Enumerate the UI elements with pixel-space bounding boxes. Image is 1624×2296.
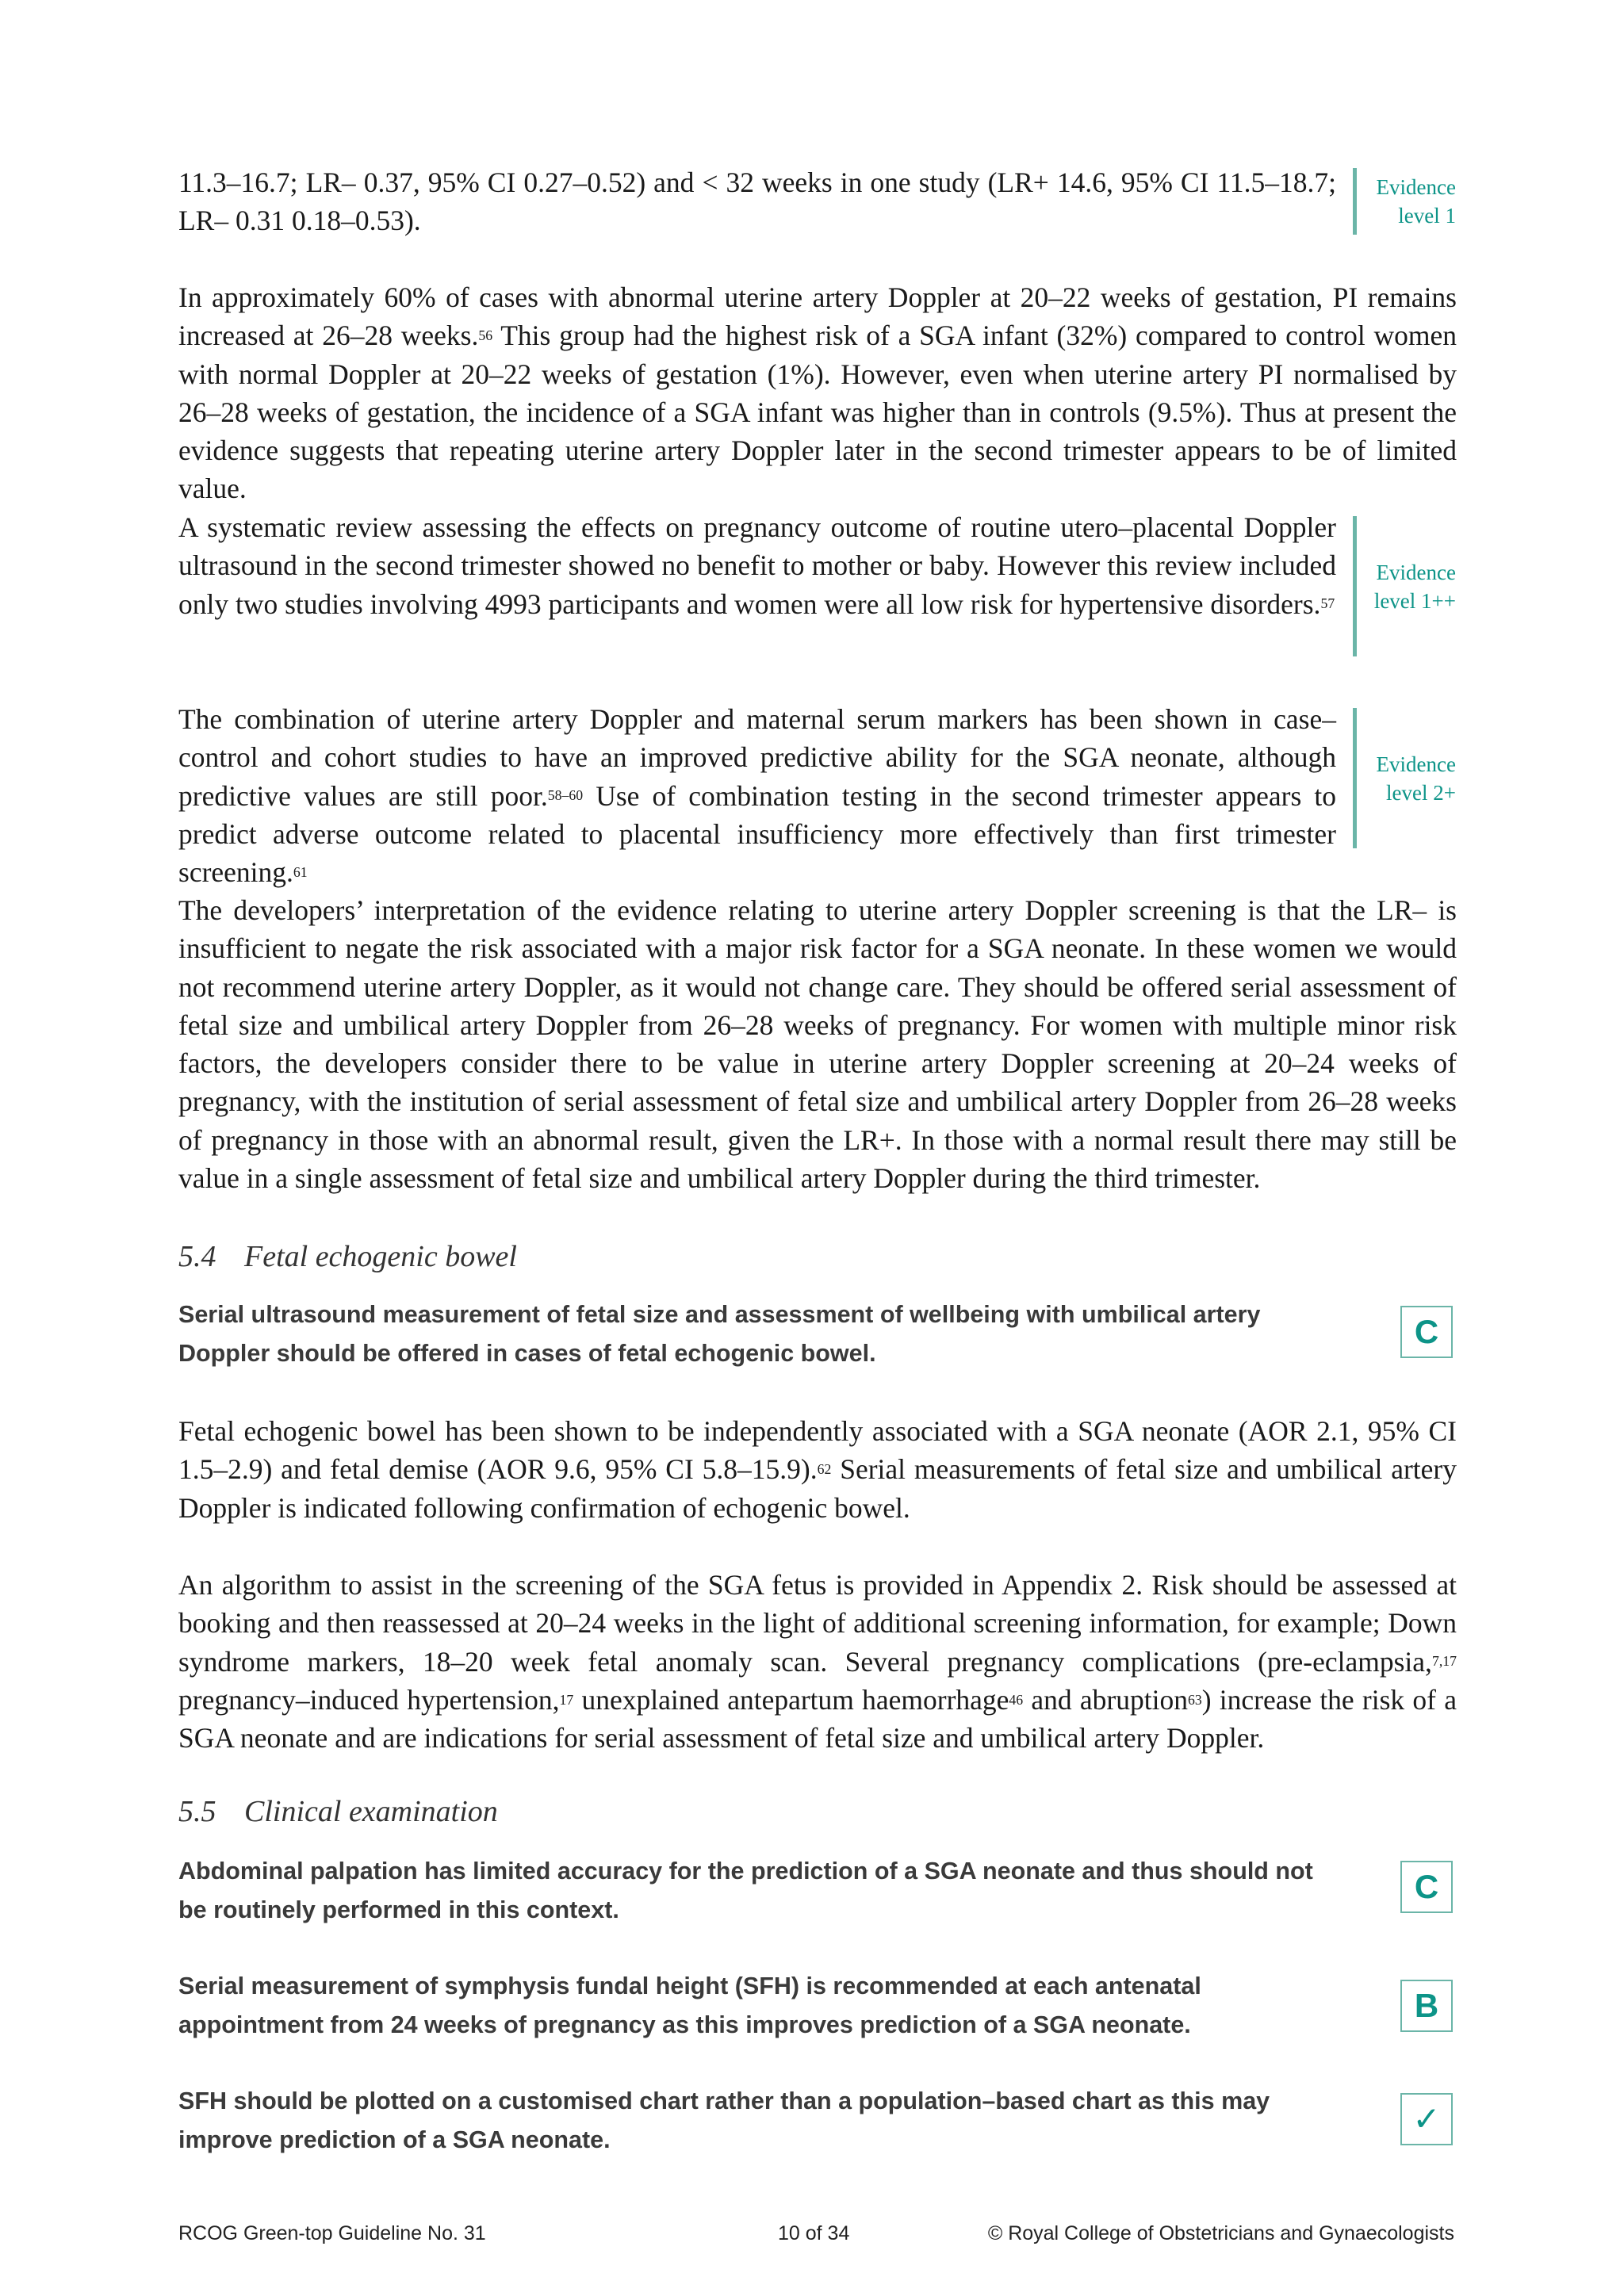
evidence-level-label [1353,168,1456,235]
citation-ref: 61 [293,863,308,880]
citation-ref: 7,17 [1431,1653,1457,1670]
body-text: unexplained antepartum haemorrhage [573,1683,1009,1716]
evidence-label: Evidence [1376,560,1456,584]
section-number: 5.4 [178,1240,216,1273]
footer-copyright: © Royal College of Obstetricians and Gynaecologists [987,2222,1454,2244]
paragraph-doppler-persistence [178,278,1457,508]
paragraph-screening-algorithm [178,1566,1457,1757]
body-text: This group had the highest risk of a SGA infant (32%) compared to control women with normal Doppler at 20–22 weeks of gestation (1%). However, even when uterine artery PI normalised by 26–28 weeks of gestation, the incidence of a SGA infant was higher than in controls (9.5%). Thus at present the evidence suggests that repeating uterine artery Doppler later in the second trimester appears to be of limited value. [178,320,1457,505]
paragraph-continuation [178,163,1336,240]
body-text: ) increase the risk of a SGA neonate and are indications for serial assessment of fetal size and umbilical artery Doppler. [178,1683,1457,1755]
citation-ref: 58–60 [547,787,584,804]
paragraph-combination-testing [178,700,1336,891]
body-text: and abruption [1023,1683,1188,1716]
evidence-level: level 2+ [1386,780,1456,805]
citation-ref: 63 [1187,1691,1202,1708]
body-text: An algorithm to assist in the screening of the SGA fetus is provided in Appendix 2. Risk should be assessed at booking and then reassessed at 20–24 weeks in the light of additional screening information, for example; Down syndrome markers, 18–20 week fetal anomaly scan. Several pregnancy complications (pre-eclampsia, [178,1569,1457,1678]
section-title: Fetal echogenic bowel [244,1240,517,1273]
paragraph-developers-interpretation [178,891,1457,1197]
evidence-label: Evidence [1376,175,1456,199]
evidence-level: level 1 [1398,204,1456,228]
paragraph-systematic-review [178,508,1336,623]
body-text: Serial measurements of fetal size and umbilical artery Doppler is indicated following confirmation of echogenic bowel. [178,1453,1457,1524]
body-text: In approximately 60% of cases with abnormal uterine artery Doppler at 20–22 weeks of gestation, PI remains increased at 26–28 weeks. [178,281,1457,352]
evidence-level: level 1++ [1373,588,1456,613]
recommendation-text: Serial measurement of symphysis fundal height (SFH) is recommended at each antenatal appointment from 24 weeks of pregnancy as this improves prediction of a SGA neonate. [178,1973,1201,2038]
recommendation-text: SFH should be plotted on a customised chart rather than a population–based chart as this may improve prediction of a SGA neonate. [178,2087,1270,2153]
recommendation-grade-badge: C [1400,1861,1453,1913]
body-text: Fetal echogenic bowel has been shown to be independently associated with a SGA neonate (AOR 2.1, 95% CI 1.5–2.9) and fetal demise (AOR 9.6, 95% CI 5.8–15.9). [178,1415,1457,1486]
good-practice-check-badge: ✓ [1400,2093,1453,2145]
recommendation-text: Serial ultrasound measurement of fetal size and assessment of wellbeing with umbilical artery Doppler should be offered in cases of fetal echogenic bowel. [178,1301,1261,1367]
body-text: The combination of uterine artery Doppler and maternal serum markers has been shown in case–control and cohort studies to have an improved predictive ability for the SGA neonate, although predictive values are still poor. [178,703,1336,812]
recommendation-grade-badge: B [1400,1980,1453,2032]
evidence-level-label [1353,516,1456,656]
citation-ref: 17 [559,1691,574,1708]
section-heading [178,1793,498,1831]
body-text: pregnancy–induced hypertension, [178,1683,560,1716]
evidence-label: Evidence [1376,752,1456,776]
body-text: 11.3–16.7; LR– 0.37, 95% CI 0.27–0.52) and < 32 weeks in one study (LR+ 14.6, 95% CI 11.5–18.7; LR– 0.31 0.18–0.53). [178,166,1336,237]
paragraph-echogenic-bowel [178,1412,1457,1527]
citation-ref: 46 [1009,1691,1024,1708]
body-text: Use of combination testing in the second trimester appears to predict adverse outcome related to placental insufficiency more effectively than first trimester screening. [178,779,1336,889]
citation-ref: 56 [478,327,493,344]
footer-page-number: 10 of 34 [778,2222,850,2244]
evidence-level-label [1353,708,1456,848]
body-text: The developers’ interpretation of the evidence relating to uterine artery Doppler screening is that the LR– is insufficient to negate the risk associated with a major risk factor for a SGA neonate. In these women we would not recommend uterine artery Doppler, as it would not change care. They should be offered serial assessment of fetal size and umbilical artery Doppler from 26–28 weeks of pregnancy. For women with multiple minor risk factors, the developers consider there to be value in uterine artery Doppler screening at 20–24 weeks of pregnancy, with the institution of serial assessment of fetal size and umbilical artery Doppler from 26–28 weeks of pregnancy in those with an abnormal result, given the LR+. In those with a normal result there may still be value in a single assessment of fetal size and umbilical artery Doppler during the third trimester. [178,894,1457,1195]
citation-ref: 57 [1320,595,1335,612]
body-text: A systematic review assessing the effects on pregnancy outcome of routine utero–placental Doppler ultrasound in the second trimester showed no benefit to mother or baby. However this review included only two studies involving 4993 participants and women were all low risk for hypertensive disorders. [178,511,1336,620]
section-heading [178,1238,517,1276]
section-number: 5.5 [178,1795,216,1828]
section-title: Clinical examination [244,1795,498,1828]
recommendation-text: Abdominal palpation has limited accuracy for the prediction of a SGA neonate and thus should not be routinely performed in this context. [178,1858,1313,1923]
recommendation-grade-badge: C [1400,1306,1453,1358]
citation-ref: 62 [817,1461,832,1478]
footer-guideline-title: RCOG Green-top Guideline No. 31 [178,2222,486,2244]
